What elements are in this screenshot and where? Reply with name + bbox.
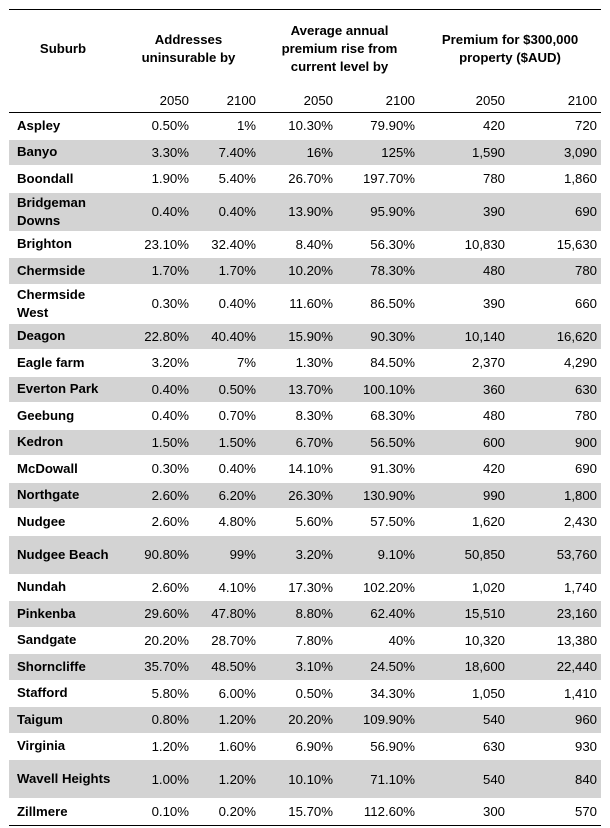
table-cell: 56.50% [337, 429, 419, 456]
table-cell: 540 [419, 707, 509, 734]
table-cell: 1.30% [295, 355, 333, 371]
table-cell: 420 [483, 461, 506, 477]
table-cell: 2,370 [472, 355, 506, 371]
table-cell: 0.50% [151, 118, 189, 134]
table-cell: 4.80% [218, 514, 256, 530]
table-cell: 68.30% [370, 408, 416, 424]
year-header: 2050 [419, 88, 509, 113]
table-cell: 20.20% [260, 707, 337, 734]
table-cell: 16% [260, 139, 337, 166]
table-cell: 29.60% [117, 601, 193, 628]
table-cell: 1,020 [472, 579, 506, 595]
table-cell: 600 [419, 429, 509, 456]
table-cell: 840 [509, 760, 601, 799]
suburb-name: Sandgate [17, 632, 77, 648]
table-cell: 15.90% [260, 323, 337, 350]
table-row [9, 258, 601, 285]
table-cell: 10.20% [260, 258, 337, 285]
table-cell: 32.40% [211, 236, 256, 252]
table-cell: 78.30% [337, 258, 419, 285]
table-cell: 95.90% [337, 192, 419, 231]
table-cell: 1.20% [151, 738, 189, 754]
suburb-name: Chermside [9, 258, 117, 285]
table-cell: 10,320 [464, 632, 506, 648]
suburb-name: Taigum [9, 707, 117, 734]
table-cell: 5.60% [295, 514, 333, 530]
table-row [9, 760, 601, 799]
header-average-premium-rise: Average annual premium rise from current level by [260, 10, 419, 89]
year-header: 2100 [193, 88, 260, 113]
table-cell: 0.40% [117, 192, 193, 231]
suburb-name: Brighton [17, 236, 72, 252]
table-cell: 3.20% [151, 355, 189, 371]
table-cell: 3.10% [260, 654, 337, 681]
suburb-insurance-table-container [9, 9, 601, 826]
table-cell: 420 [483, 118, 506, 134]
suburb-name: Eagle farm [17, 354, 85, 370]
suburb-name: Deagon [9, 323, 117, 350]
suburb-name: Geebung [17, 407, 75, 423]
table-cell: 79.90% [370, 118, 416, 134]
table-cell: 91.30% [370, 461, 416, 477]
table-cell: 1,590 [419, 139, 509, 166]
table-cell: 26.70% [288, 171, 333, 187]
table-row [9, 139, 601, 166]
table-cell: 86.50% [370, 296, 416, 311]
table-cell: 3,090 [509, 139, 601, 166]
table-cell: 7.80% [295, 632, 333, 648]
table-cell: 109.90% [337, 707, 419, 734]
table-cell: 56.30% [370, 236, 416, 252]
suburb-name: Northgate [9, 482, 117, 509]
table-row [9, 535, 601, 574]
table-cell: 540 [419, 760, 509, 799]
table-cell: 630 [509, 376, 601, 403]
year-header-row [9, 88, 601, 113]
table-cell: 17.30% [288, 579, 333, 595]
table-cell: 0.40% [218, 461, 256, 477]
table-cell: 62.40% [337, 601, 419, 628]
table-cell: 780 [483, 171, 506, 187]
suburb-name: Pinkenba [9, 601, 117, 628]
table-cell: 1.70% [117, 258, 193, 285]
table-cell: 1,740 [564, 579, 598, 595]
table-cell: 13.70% [260, 376, 337, 403]
table-row [9, 509, 601, 536]
table-cell: 1.20% [193, 760, 260, 799]
table-cell: 1.60% [218, 738, 256, 754]
table-cell: 40% [388, 632, 416, 648]
table-cell: 0.30% [151, 296, 189, 311]
table-cell: 53,760 [509, 535, 601, 574]
table-cell: 102.20% [362, 579, 416, 595]
year-header-blank [9, 88, 117, 113]
header-addresses-uninsurable: Addresses uninsurable by [117, 10, 260, 89]
table-row [9, 574, 601, 601]
table-row [9, 350, 601, 377]
table-cell: 1,620 [472, 514, 506, 530]
table-cell: 1,860 [564, 171, 598, 187]
table-row [9, 192, 601, 231]
table-cell: 0.40% [151, 408, 189, 424]
table-cell: 34.30% [370, 685, 416, 701]
table-row [9, 733, 601, 760]
table-cell: 10.10% [260, 760, 337, 799]
table-cell: 71.10% [337, 760, 419, 799]
table-cell: 6.90% [295, 738, 333, 754]
table-cell: 1,410 [564, 685, 598, 701]
suburb-name: Stafford [17, 685, 68, 701]
table-cell: 100.10% [337, 376, 419, 403]
suburb-name: Nudgee [17, 513, 66, 529]
table-row [9, 403, 601, 430]
table-cell: 22.80% [117, 323, 193, 350]
table-row [9, 323, 601, 350]
table-cell: 360 [419, 376, 509, 403]
table-cell: 0.30% [151, 461, 189, 477]
table-cell: 50,850 [419, 535, 509, 574]
table-row [9, 799, 601, 826]
table-row [9, 429, 601, 456]
table-body [9, 113, 601, 826]
table-cell: 0.20% [193, 799, 260, 826]
table-cell: 0.40% [193, 192, 260, 231]
table-row [9, 113, 601, 140]
table-row [9, 627, 601, 654]
table-cell: 1% [236, 118, 256, 134]
table-cell: 630 [483, 738, 506, 754]
year-header: 2100 [509, 88, 601, 113]
table-cell: 20.20% [144, 632, 189, 648]
table-cell: 13.90% [260, 192, 337, 231]
suburb-name: Boondall [17, 170, 74, 186]
table-cell: 15,510 [419, 601, 509, 628]
table-cell: 5.40% [218, 171, 256, 187]
table-cell: 1,800 [509, 482, 601, 509]
table-cell: 0.10% [117, 799, 193, 826]
table-cell: 6.20% [193, 482, 260, 509]
table-row [9, 680, 601, 707]
table-cell: 48.50% [193, 654, 260, 681]
table-row [9, 284, 601, 323]
table-cell: 0.40% [218, 296, 256, 311]
table-cell: 1.00% [117, 760, 193, 799]
table-cell: 1.70% [193, 258, 260, 285]
table-cell: 16,620 [509, 323, 601, 350]
table-cell: 6.00% [218, 685, 256, 701]
table-cell: 99% [193, 535, 260, 574]
suburb-name: Virginia [17, 738, 66, 754]
table-cell: 84.50% [370, 355, 416, 371]
table-cell: 11.60% [289, 296, 333, 311]
table-cell: 22,440 [509, 654, 601, 681]
table-cell: 390 [419, 192, 509, 231]
table-row [9, 376, 601, 403]
table-cell: 40.40% [193, 323, 260, 350]
table-row [9, 654, 601, 681]
table-row [9, 482, 601, 509]
table-cell: 130.90% [337, 482, 419, 509]
table-row [9, 707, 601, 734]
suburb-name: Bridgeman Downs [9, 192, 117, 231]
table-cell: 0.70% [218, 408, 256, 424]
table-cell: 2.60% [151, 514, 189, 530]
suburb-name: Chermside West [17, 286, 86, 320]
table-cell: 5.80% [151, 685, 189, 701]
table-cell: 690 [509, 192, 601, 231]
suburb-name: Shorncliffe [9, 654, 117, 681]
table-cell: 720 [575, 118, 598, 134]
table-cell: 900 [509, 429, 601, 456]
table-cell: 660 [575, 296, 598, 311]
table-cell: 1,050 [472, 685, 506, 701]
table-cell: 24.50% [337, 654, 419, 681]
suburb-name: Nundah [17, 579, 67, 595]
table-cell: 197.70% [362, 171, 416, 187]
year-header: 2100 [337, 88, 419, 113]
table-cell: 780 [509, 258, 601, 285]
table-cell: 6.70% [260, 429, 337, 456]
table-cell: 1.20% [193, 707, 260, 734]
table-cell: 570 [509, 799, 601, 826]
table-cell: 0.80% [117, 707, 193, 734]
year-header: 2050 [117, 88, 193, 113]
table-cell: 8.80% [260, 601, 337, 628]
table-cell: 23.10% [144, 236, 189, 252]
table-cell: 56.90% [370, 738, 416, 754]
table-cell: 28.70% [211, 632, 256, 648]
table-cell: 1.90% [151, 171, 189, 187]
table-cell: 1.50% [117, 429, 193, 456]
table-row [9, 166, 601, 193]
table-cell: 26.30% [260, 482, 337, 509]
suburb-name: Nudgee Beach [9, 535, 117, 574]
table-cell: 90.30% [337, 323, 419, 350]
table-cell: 14.10% [288, 461, 333, 477]
table-cell: 990 [419, 482, 509, 509]
table-cell: 300 [419, 799, 509, 826]
table-cell: 480 [483, 408, 506, 424]
table-cell: 112.60% [337, 799, 419, 826]
table-cell: 930 [575, 738, 598, 754]
year-header: 2050 [260, 88, 337, 113]
suburb-insurance-table [9, 9, 601, 826]
table-cell: 3.30% [117, 139, 193, 166]
table-cell: 0.40% [117, 376, 193, 403]
table-cell: 8.30% [295, 408, 333, 424]
table-cell: 8.40% [295, 236, 333, 252]
table-cell: 15.70% [260, 799, 337, 826]
table-cell: 7% [236, 355, 256, 371]
table-cell: 2.60% [151, 579, 189, 595]
table-cell: 7.40% [193, 139, 260, 166]
table-cell: 780 [575, 408, 598, 424]
table-cell: 23,160 [509, 601, 601, 628]
table-cell: 1.50% [193, 429, 260, 456]
table-cell: 4,290 [564, 355, 598, 371]
table-row [9, 456, 601, 483]
table-row [9, 231, 601, 258]
table-cell: 9.10% [337, 535, 419, 574]
suburb-name: Everton Park [9, 376, 117, 403]
table-header [9, 10, 601, 113]
table-cell: 3.20% [260, 535, 337, 574]
suburb-name: Banyo [9, 139, 117, 166]
suburb-name: Kedron [9, 429, 117, 456]
table-cell: 35.70% [117, 654, 193, 681]
suburb-name: Zillmere [9, 799, 117, 826]
table-cell: 2.60% [117, 482, 193, 509]
table-cell: 90.80% [117, 535, 193, 574]
header-premium-300k: Premium for $300,000 property ($AUD) [419, 10, 601, 89]
table-cell: 18,600 [419, 654, 509, 681]
table-cell: 47.80% [193, 601, 260, 628]
table-cell: 57.50% [370, 514, 416, 530]
table-cell: 10,830 [464, 236, 506, 252]
table-cell: 10.30% [288, 118, 333, 134]
suburb-name: McDowall [17, 460, 78, 476]
table-cell: 390 [483, 296, 506, 311]
table-cell: 0.50% [295, 685, 333, 701]
table-cell: 4.10% [218, 579, 256, 595]
table-cell: 10,140 [419, 323, 509, 350]
table-row [9, 601, 601, 628]
table-cell: 0.50% [193, 376, 260, 403]
table-cell: 13,380 [556, 632, 598, 648]
table-cell: 690 [575, 461, 598, 477]
table-cell: 2,430 [564, 514, 598, 530]
suburb-name: Wavell Heights [9, 760, 117, 799]
table-cell: 960 [509, 707, 601, 734]
header-suburb: Suburb [9, 10, 117, 89]
table-cell: 125% [337, 139, 419, 166]
table-cell: 15,630 [556, 236, 598, 252]
table-cell: 480 [419, 258, 509, 285]
suburb-name: Aspley [17, 117, 61, 133]
